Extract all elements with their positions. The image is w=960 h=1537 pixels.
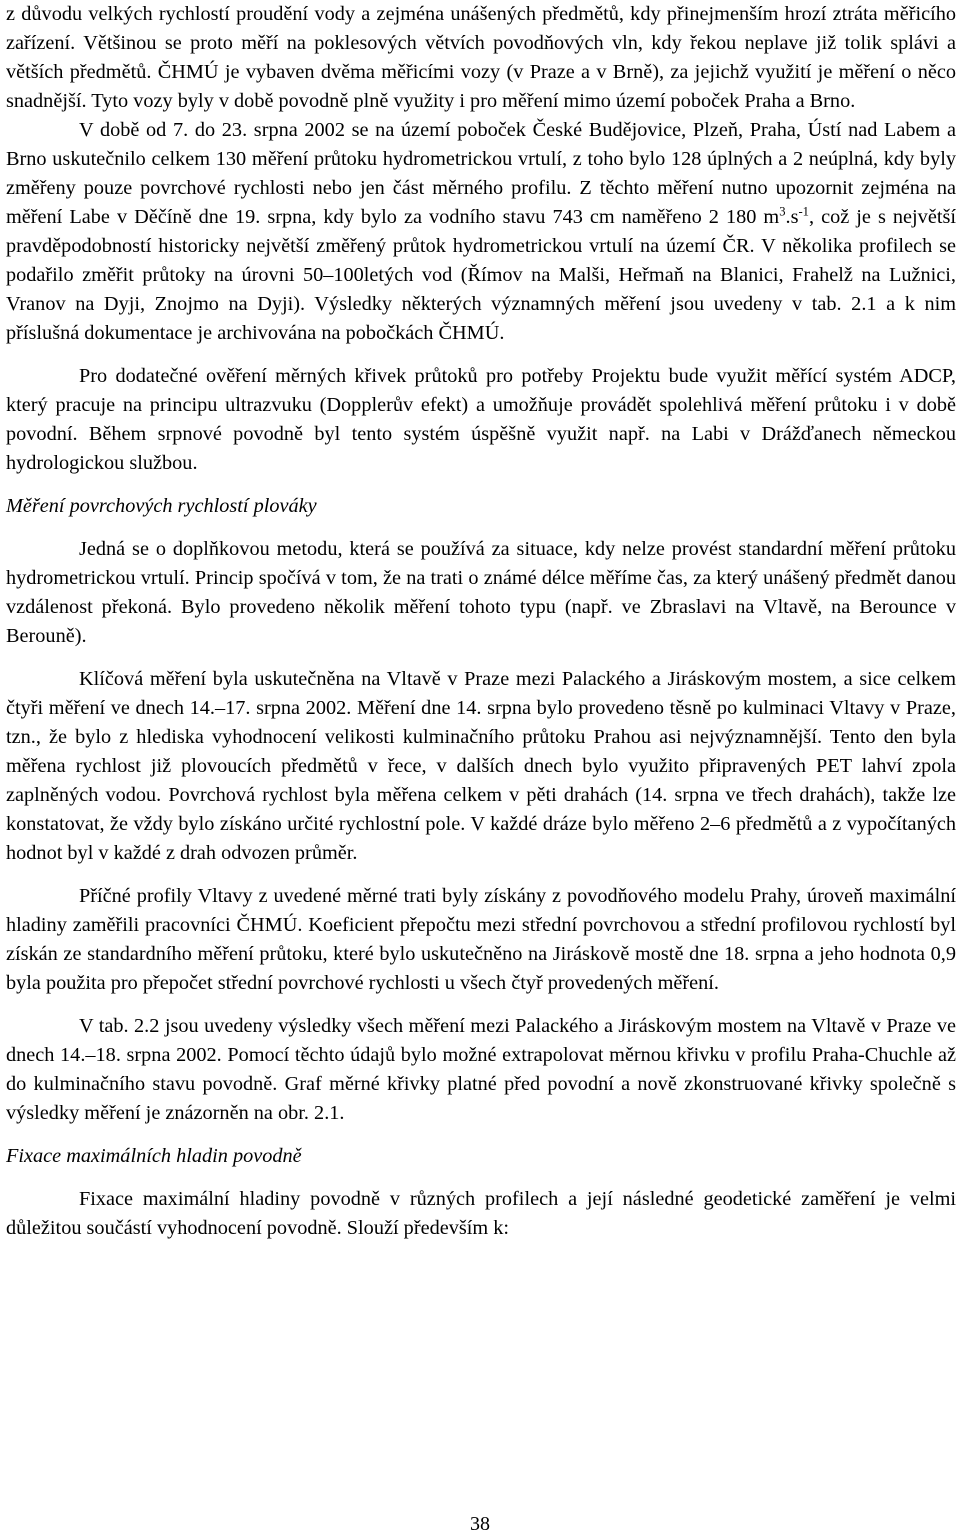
paragraph-4: Jedná se o doplňkovou metodu, která se používá za situace, kdy nelze provést standardní měření průtoku hydrometrickou vrtulí. Princip spočívá v tom, že na trati o známé délce měříme čas, za který unášený předmět danou vzdálenost překoná. Bylo provedeno několik měření tohoto typu (např. ve Zbraslavi na Vltavě, na Berounce v Berouně). [6,538,956,647]
paragraph-2-part-c: , což je s největší pravděpodobností historicky největší změřený průtok hydrometrickou vrtulí na území ČR. V několika profilech se podařilo změřit průtoky na úrovni 50–100letých vod (Římov na Malši, Heřmaň na Blanici, Frahelž na Lužnici, Vranov na Dyji, Znojmo na Dyji). Výsledky některých významných měření jsou uvedeny v tab. 2.1 a k nim příslušná dokumentace je archivována na pobočkách ČHMÚ. [6,206,956,344]
document-body [6,0,956,1243]
section-heading-max-water-level: Fixace maximálních hladin povodně [6,1145,302,1167]
paragraph-3: Pro dodatečné ověření měrných křivek průtoků pro potřeby Projektu bude využit měřící systém ADCP, který pracuje na principu ultrazvuku (Dopplerův efekt) a umožňuje provádět spolehlivá měření průtoku i v době povodní. Během srpnové povodně byl tento systém úspěšně využit např. na Labi v Drážďanech německou hydrologickou službou. [6,365,956,474]
paragraph-1: z důvodu velkých rychlostí proudění vody a zejména unášených předmětů, kdy přinejmenším hrozí ztráta měřicího zařízení. Většinou se proto měří na poklesových větvích povodňových vln, kdy řekou neplave již tolik splávi a větších předmětů. ČHMÚ je vybaven dvěma měřicími vozy (v Praze a v Brně), za jejichž využití je měření o něco snadnější. Tyto vozy byly v době povodně plně využity i pro měření mimo území poboček Praha a Brno. [6,3,956,112]
page-number: 38 [470,1513,490,1535]
unit-exponent-3: 3 [779,204,786,219]
paragraph-7: V tab. 2.2 jsou uvedeny výsledky všech měření mezi Palackého a Jiráskovým mostem na Vltavě v Praze ve dnech 14.–18. srpna 2002. Pomocí těchto údajů bylo možné extrapolovat měrnou křivku v profilu Praha-Chuchle až do kulminačního stavu povodně. Graf měrné křivky platné před povodní a nově zkonstruované křivky společně s výsledky měření je znázorněn na obr. 2.1. [6,1015,956,1124]
paragraph-8: Fixace maximální hladiny povodně v různých profilech a její následné geodetické zaměření je velmi důležitou součástí vyhodnocení povodně. Slouží především k: [6,1188,956,1239]
paragraph-2 [6,116,956,348]
paragraph-5: Klíčová měření byla uskutečněna na Vltavě v Praze mezi Palackého a Jiráskovým mostem, a sice celkem čtyři měření ve dnech 14.–17. srpna 2002. Měření dne 14. srpna bylo provedeno těsně po kulminaci Vltavy v Praze, tzn., že bylo z hlediska vyhodnocení velikosti kulminačního průtoku Prahou asi nejvýznamnější. Tento den byla měřena rychlost již plovoucích předmětů v řece, v dalších dnech bylo využito připravených PET lahví zpola zaplněných vodou. Povrchová rychlost byla měřena celkem v pěti drahách (14. srpna ve třech drahách), takže lze konstatovat, že vždy bylo získáno určité rychlostní pole. V každé dráze bylo měřeno 2–6 předmětů a z vypočítaných hodnot byl v každé z drah odvozen průměr. [6,668,956,864]
paragraph-2-part-b: .s [785,206,799,228]
paragraph-2-part-a: V době od 7. do 23. srpna 2002 se na území poboček České Budějovice, Plzeň, Praha, Ústí nad Labem a Brno uskutečnilo celkem 130 měření průtoku hydrometrickou vrtulí, z toho bylo 128 úplných a 2 neúplná, kdy byly změřeny pouze povrchové rychlosti nebo jen část měrného profilu. Z těchto měření nutno upozornit zejména na měření Labe v Děčíně dne 19. srpna, kdy bylo za vodního stavu 743 cm naměřeno 2 180 m [6,119,956,228]
section-heading-float-measurement: Měření povrchových rychlostí plováky [6,495,317,517]
unit-exponent-minus-1: -1 [798,204,809,219]
paragraph-6: Příčné profily Vltavy z uvedené měrné trati byly získány z povodňového modelu Prahy, úroveň maximální hladiny zaměřili pracovníci ČHMÚ. Koeficient přepočtu mezi střední povrchovou a střední profilovou rychlostí byl získán ze standardního měření průtoku, které bylo uskutečněno na Jiráskově mostě dne 18. srpna a jeho hodnota 0,9 byla použita pro přepočet střední povrchové rychlosti u všech čtyř provedených měření. [6,885,956,994]
